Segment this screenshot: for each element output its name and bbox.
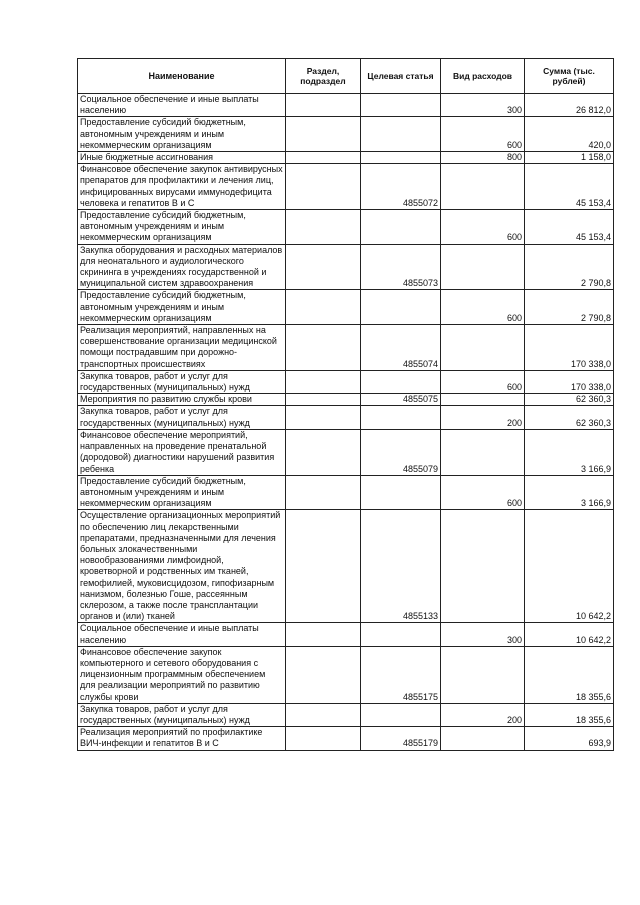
cell-section (286, 510, 361, 623)
cell-section (286, 703, 361, 726)
cell-type: 600 (441, 290, 525, 325)
cell-target (361, 475, 441, 510)
cell-sum: 45 153,4 (525, 210, 614, 245)
cell-name: Закупка оборудования и расходных материалов для неонатального и аудиологического скрининга в учреждениях государственной и муниципальной систем здравоохранения (78, 244, 286, 290)
cell-sum: 3 166,9 (525, 429, 614, 475)
header-type: Вид расходов (441, 59, 525, 94)
cell-name: Реализация мероприятий, направленных на совершенствование организации медицинской помощи пострадавшим при дорожно- транспортных происшествиях (78, 325, 286, 371)
cell-name: Закупка товаров, работ и услуг для государственных (муниципальных) нужд (78, 370, 286, 393)
cell-sum: 170 338,0 (525, 370, 614, 393)
cell-section (286, 244, 361, 290)
cell-sum: 18 355,6 (525, 703, 614, 726)
cell-target: 4855073 (361, 244, 441, 290)
cell-target (361, 117, 441, 152)
table-row (78, 370, 614, 393)
cell-target (361, 94, 441, 117)
cell-type: 200 (441, 703, 525, 726)
table-row (78, 510, 614, 623)
cell-target: 4855133 (361, 510, 441, 623)
cell-type (441, 727, 525, 750)
cell-name: Мероприятия по развитию службы крови (78, 394, 286, 406)
cell-sum: 45 153,4 (525, 164, 614, 210)
cell-target (361, 290, 441, 325)
cell-name: Закупка товаров, работ и услуг для государственных (муниципальных) нужд (78, 703, 286, 726)
cell-section (286, 475, 361, 510)
cell-section (286, 152, 361, 164)
cell-target (361, 210, 441, 245)
table-row (78, 164, 614, 210)
cell-sum: 2 790,8 (525, 244, 614, 290)
table-row (78, 646, 614, 703)
table-row (78, 117, 614, 152)
cell-name: Финансовое обеспечение закупок компьютерного и сетевого оборудования с лицензионным программным обеспечением для реализации мероприятий по развитию службы крови (78, 646, 286, 703)
cell-target: 4855079 (361, 429, 441, 475)
table-row (78, 210, 614, 245)
cell-section (286, 429, 361, 475)
cell-section (286, 210, 361, 245)
cell-type: 200 (441, 406, 525, 429)
table-row (78, 429, 614, 475)
table-row (78, 244, 614, 290)
cell-name: Реализация мероприятий по профилактике ВИЧ-инфекции и гепатитов В и С (78, 727, 286, 750)
table-row (78, 394, 614, 406)
cell-section (286, 325, 361, 371)
cell-target: 4855072 (361, 164, 441, 210)
cell-sum: 26 812,0 (525, 94, 614, 117)
cell-type (441, 325, 525, 371)
cell-sum: 170 338,0 (525, 325, 614, 371)
header-section: Раздел, подраздел (286, 59, 361, 94)
table-row (78, 94, 614, 117)
cell-section (286, 164, 361, 210)
cell-section (286, 370, 361, 393)
cell-section (286, 290, 361, 325)
cell-type (441, 646, 525, 703)
cell-type: 800 (441, 152, 525, 164)
cell-sum: 10 642,2 (525, 510, 614, 623)
cell-name: Финансовое обеспечение закупок антивирусных препаратов для профилактики и лечения лиц, инфицированных вирусами иммунодефицита человека и гепатитов В и С (78, 164, 286, 210)
cell-name: Социальное обеспечение и иные выплаты населению (78, 94, 286, 117)
cell-name: Предоставление субсидий бюджетным, автономным учреждениям и иным некоммерческим организациям (78, 210, 286, 245)
header-target: Целевая статья (361, 59, 441, 94)
cell-name: Финансовое обеспечение мероприятий, направленных на проведение пренатальной (дородовой) диагностики нарушений развития ребенка (78, 429, 286, 475)
cell-name: Предоставление субсидий бюджетным, автономным учреждениям и иным некоммерческим организациям (78, 117, 286, 152)
cell-name: Социальное обеспечение и иные выплаты населению (78, 623, 286, 646)
cell-section (286, 394, 361, 406)
table-row (78, 325, 614, 371)
table-row (78, 152, 614, 164)
cell-name: Закупка товаров, работ и услуг для государственных (муниципальных) нужд (78, 406, 286, 429)
cell-sum: 10 642,2 (525, 623, 614, 646)
cell-type (441, 394, 525, 406)
cell-sum: 3 166,9 (525, 475, 614, 510)
table-row (78, 623, 614, 646)
cell-type (441, 429, 525, 475)
cell-type: 300 (441, 94, 525, 117)
cell-section (286, 646, 361, 703)
cell-type: 600 (441, 475, 525, 510)
table-header-row (78, 59, 614, 94)
cell-type: 600 (441, 210, 525, 245)
cell-type (441, 510, 525, 623)
cell-target: 4855074 (361, 325, 441, 371)
cell-type (441, 164, 525, 210)
budget-table (77, 58, 614, 751)
cell-name: Предоставление субсидий бюджетным, автономным учреждениям и иным некоммерческим организациям (78, 290, 286, 325)
cell-section (286, 623, 361, 646)
cell-sum: 420,0 (525, 117, 614, 152)
cell-name: Иные бюджетные ассигнования (78, 152, 286, 164)
header-sum: Сумма (тыс. рублей) (525, 59, 614, 94)
cell-target: 4855175 (361, 646, 441, 703)
cell-type: 600 (441, 370, 525, 393)
cell-sum: 62 360,3 (525, 406, 614, 429)
cell-type: 300 (441, 623, 525, 646)
cell-target (361, 623, 441, 646)
cell-target (361, 406, 441, 429)
cell-section (286, 406, 361, 429)
cell-section (286, 727, 361, 750)
cell-sum: 18 355,6 (525, 646, 614, 703)
cell-sum: 2 790,8 (525, 290, 614, 325)
header-name: Наименование (78, 59, 286, 94)
table-row (78, 290, 614, 325)
cell-sum: 1 158,0 (525, 152, 614, 164)
cell-type: 600 (441, 117, 525, 152)
cell-target: 4855075 (361, 394, 441, 406)
table-row (78, 475, 614, 510)
cell-target (361, 703, 441, 726)
cell-section (286, 117, 361, 152)
cell-name: Осуществление организационных мероприятий по обеспечению лиц лекарственными препаратами, предназначенными для лечения больных злокачественными новообразованиями лимфоидной, кроветворной и родственных им тканей, гемофилией, муковисцидозом, гипофизарным нанизмом, болезнью Гоше, рассеянным склерозом, а также после трансплантации органов и (или) тканей (78, 510, 286, 623)
cell-target (361, 152, 441, 164)
cell-name: Предоставление субсидий бюджетным, автономным учреждениям и иным некоммерческим организациям (78, 475, 286, 510)
cell-sum: 693,9 (525, 727, 614, 750)
cell-type (441, 244, 525, 290)
cell-section (286, 94, 361, 117)
table-row (78, 406, 614, 429)
cell-target: 4855179 (361, 727, 441, 750)
table-body (78, 94, 614, 751)
cell-target (361, 370, 441, 393)
cell-sum: 62 360,3 (525, 394, 614, 406)
table-row (78, 703, 614, 726)
table-row (78, 727, 614, 750)
